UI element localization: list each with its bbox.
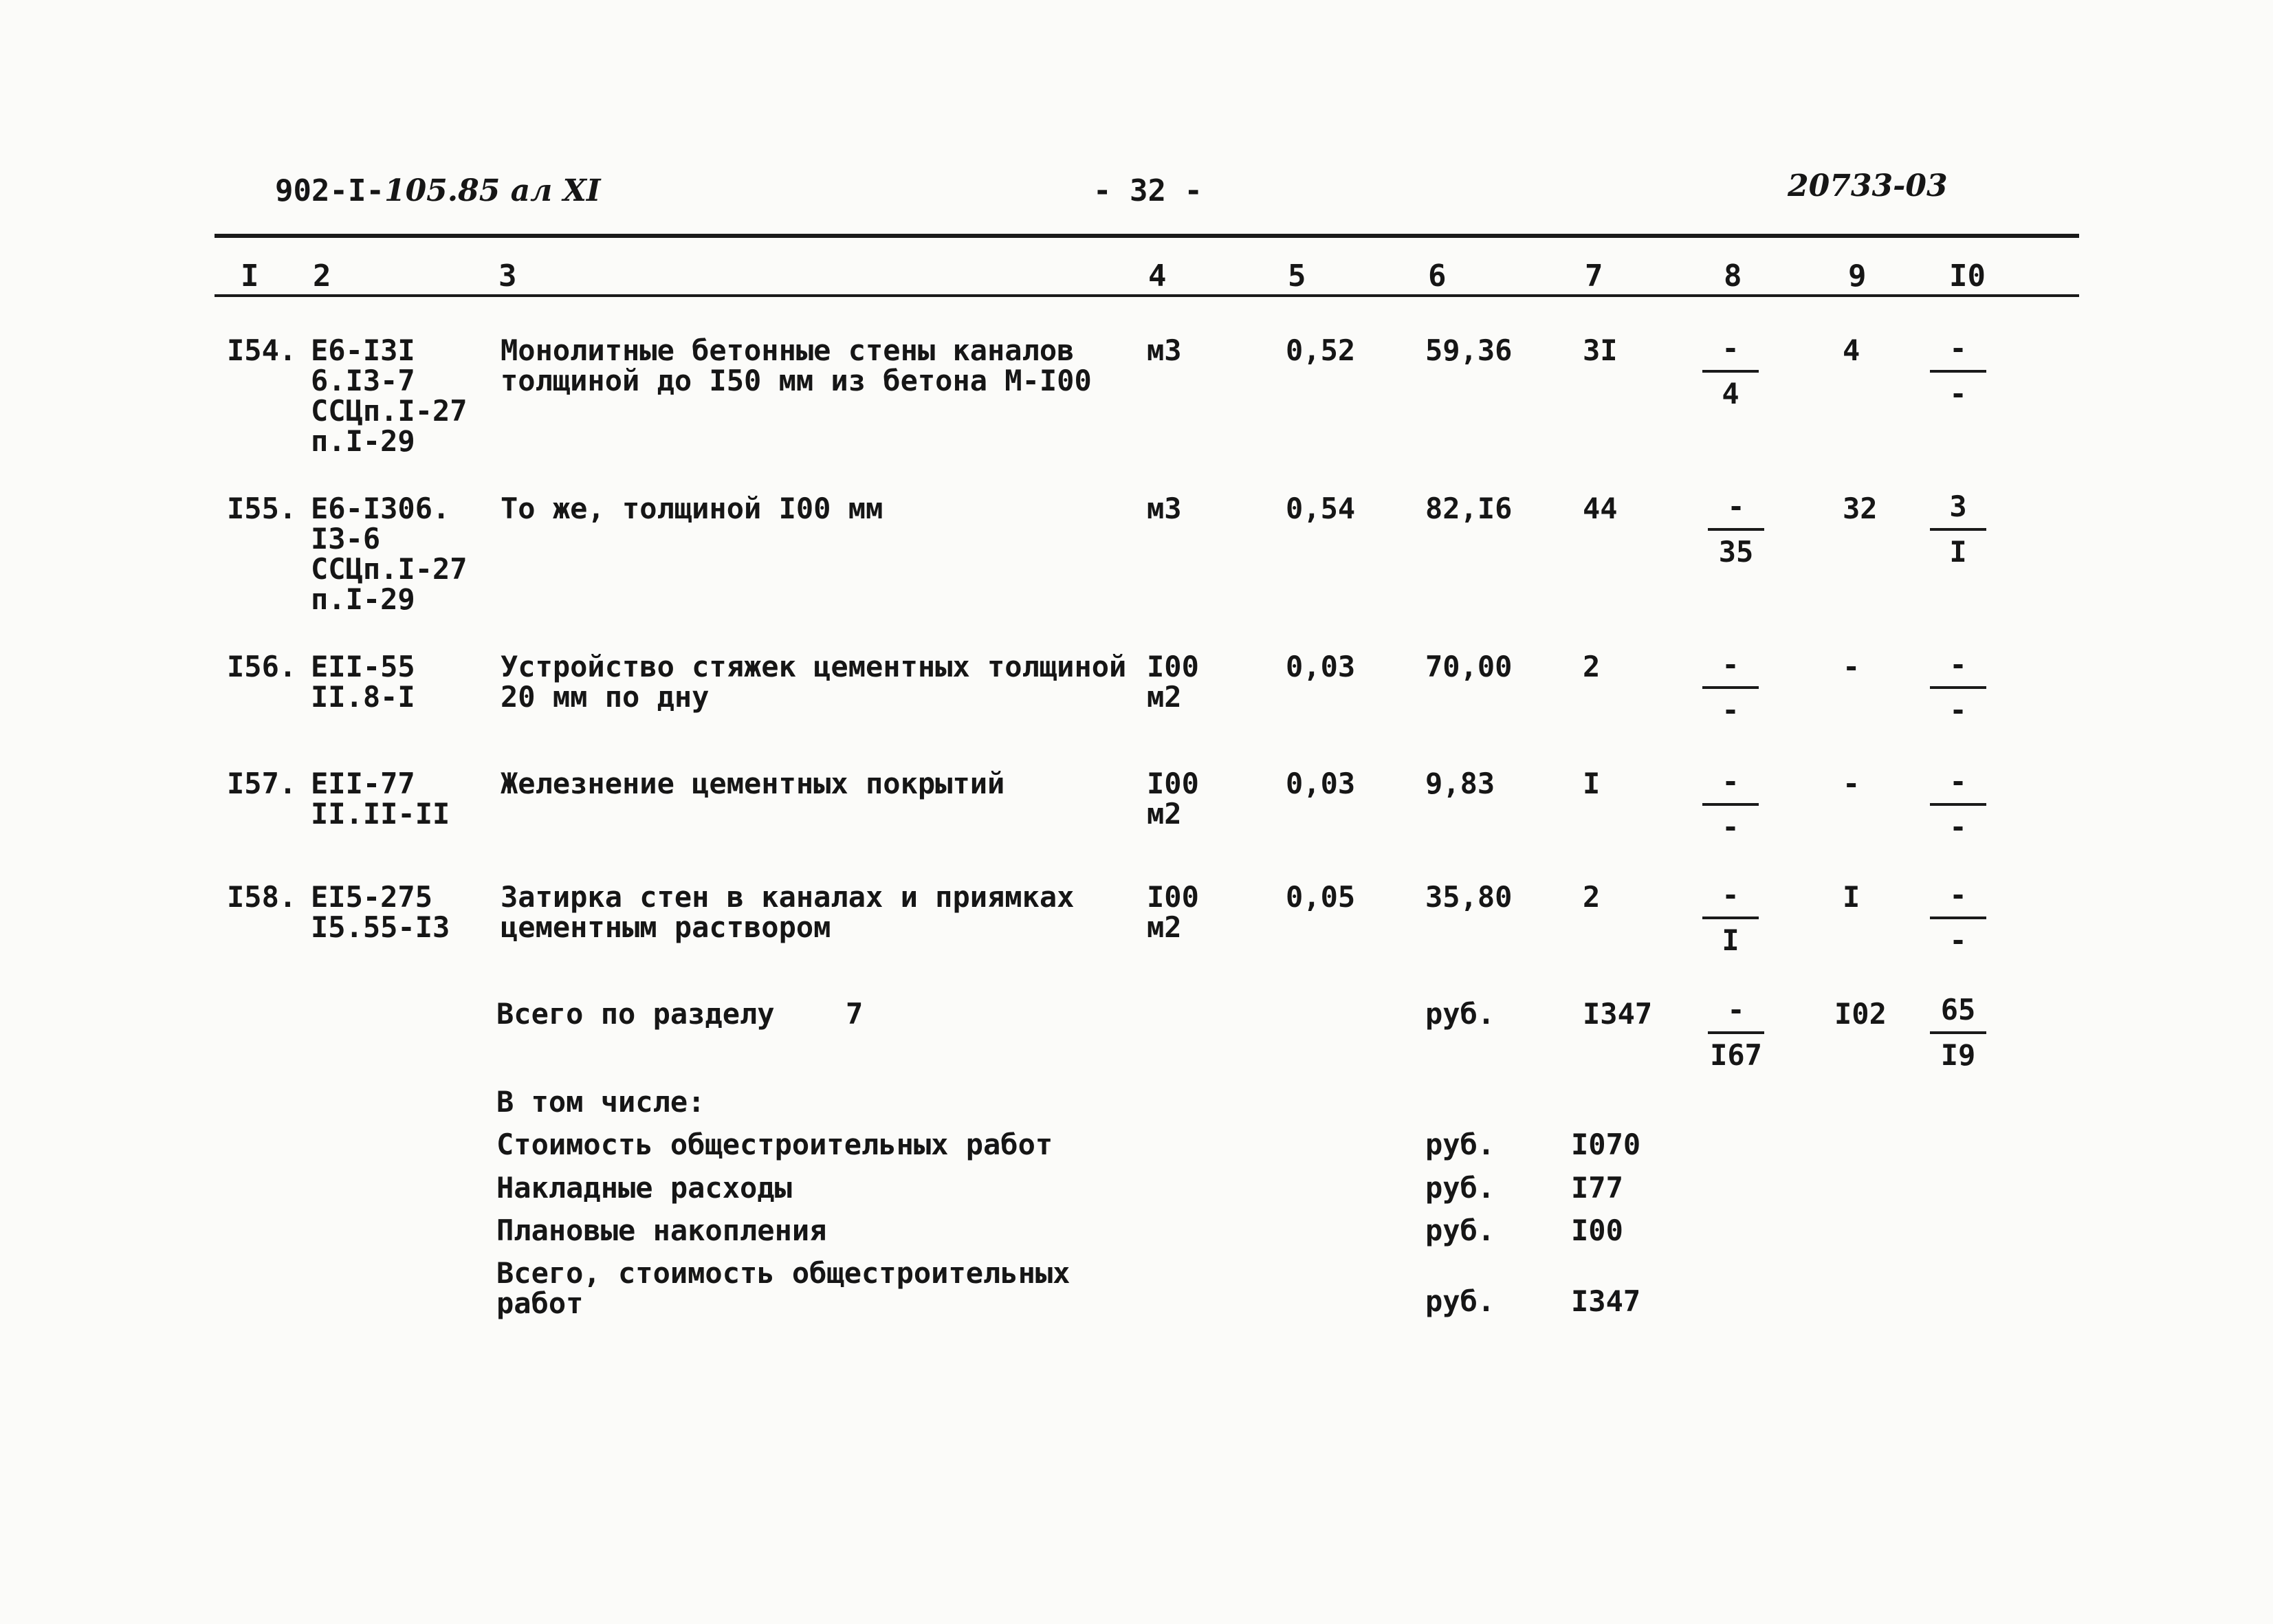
fraction-denominator: I [1722,923,1739,957]
fraction-denominator: - [1949,693,1967,727]
breakdown-item-value: I347 [1571,1284,1641,1318]
breakdown-item-label: Стоимость общестроительных работ [496,1128,1053,1161]
column9-cell: 4 [1843,333,1860,367]
fraction-denominator: - [1722,693,1739,727]
column-header: 8 [1724,259,1742,294]
page-number: - 32 - [1093,173,1203,208]
description-cell: Устройство стяжек цементных толщиной 20 мм по дну [501,650,1127,714]
fraction-numerator: - [1727,993,1745,1027]
column9-cell: I [1843,880,1860,914]
code-line: ССЦп.I-27 [311,394,468,428]
price-cell: 70,00 [1425,650,1513,683]
fraction-denominator: - [1949,923,1967,957]
document-code-printed: 902-I- [275,173,384,208]
column-header: 9 [1848,259,1867,294]
unit-line: м3 [1147,492,1182,525]
column10-fraction [1920,649,1996,726]
column-header: 3 [498,259,517,294]
top-rule [215,234,2079,238]
section-number: 7 [846,997,864,1031]
unit-line: м3 [1147,333,1182,367]
fraction-denominator: - [1722,810,1739,844]
breakdown-item-value: I00 [1571,1214,1623,1247]
fraction-numerator: - [1722,765,1739,798]
fraction-numerator: - [1949,331,1967,365]
fraction-numerator: 65 [1940,993,1976,1027]
column9-cell: I02 [1834,997,1887,1031]
column9-cell: - [1843,767,1860,800]
fraction-denominator: - [1949,810,1967,844]
quantity-cell: 0,52 [1286,333,1356,367]
column10-fraction [1920,333,1996,410]
column10-fraction [1920,766,1996,843]
column10-fraction [1920,491,1996,568]
code-cell [311,494,468,615]
breakdown-title: В том числе: [496,1085,705,1119]
fraction-denominator: 35 [1718,535,1754,569]
code-line: II.8-I [311,680,415,714]
unit-line: I00 [1147,650,1199,683]
document-code-handwritten: 105.85 ал XI [384,173,601,208]
total-cell: 2 [1583,650,1601,683]
row-number: I58. [227,880,297,914]
code-line: EI5-275 [311,880,433,914]
fraction-numerator: - [1949,765,1967,798]
column-header: 6 [1428,259,1447,294]
unit-line: I00 [1147,880,1199,914]
fraction-numerator: 3 [1949,490,1967,523]
price-cell: 82,I6 [1425,492,1513,525]
breakdown-item-value: I77 [1571,1171,1623,1205]
fraction-bar [1930,803,1986,806]
breakdown-item-value: I070 [1571,1128,1641,1161]
column-header-rule [215,294,2079,297]
unit-cell [1147,494,1182,524]
breakdown-item-label: Накладные расходы [496,1171,792,1205]
row-number: I55. [227,492,297,525]
row-number: I56. [227,650,297,683]
column10-fraction [1920,994,1996,1071]
fraction-denominator: - [1949,377,1967,410]
breakdown-item-unit: руб. [1425,1214,1495,1247]
unit-cell [1147,652,1199,712]
fraction-numerator: - [1722,878,1739,912]
column-header: I [241,259,259,294]
section-total-unit: руб. [1425,997,1495,1031]
code-cell [311,769,450,829]
column8-fraction [1693,649,1768,726]
unit-line: м2 [1147,910,1182,944]
label-line: работ [496,1286,584,1320]
quantity-cell: 0,54 [1286,492,1356,525]
column-header: 2 [313,259,331,294]
column8-fraction [1693,766,1768,843]
unit-cell [1147,882,1199,943]
fraction-bar [1702,686,1759,689]
fraction-numerator: - [1722,648,1739,681]
reference-number: 20733-03 [1788,168,1948,204]
unit-line: I00 [1147,767,1199,800]
total-cell: I [1583,767,1601,800]
code-cell [311,882,450,943]
column9-cell: 32 [1843,492,1878,525]
code-line: E6-I3I [311,333,415,367]
fraction-bar [1930,686,1986,689]
fraction-denominator: 4 [1722,377,1739,410]
column8-fraction [1698,491,1774,568]
fraction-bar [1930,370,1986,373]
code-line: E6-I306. [311,492,450,525]
fraction-bar [1930,917,1986,919]
unit-line: м2 [1147,680,1182,714]
unit-line: м2 [1147,797,1182,831]
code-line: I5.55-I3 [311,910,450,944]
price-cell: 9,83 [1425,767,1495,800]
column10-fraction [1920,879,1996,956]
price-cell: 35,80 [1425,880,1513,914]
section-total-label: Всего по разделу [496,997,775,1031]
column-header: 7 [1585,259,1603,294]
fraction-bar [1702,370,1759,373]
fraction-denominator: I67 [1710,1038,1762,1072]
code-line: II.II-II [311,797,450,831]
quantity-cell: 0,03 [1286,650,1356,683]
breakdown-item-label [496,1258,1070,1319]
column8-fraction [1693,879,1768,956]
row-number: I54. [227,333,297,367]
code-line: п.I-29 [311,424,415,458]
column-header: 5 [1288,259,1306,294]
label-line: Всего, стоимость общестроительных [496,1256,1070,1290]
column9-cell: - [1843,650,1860,683]
breakdown-item-unit: руб. [1425,1128,1495,1161]
fraction-bar [1702,917,1759,919]
fraction-numerator: - [1722,331,1739,365]
code-cell [311,333,468,458]
code-line: EII-77 [311,767,415,800]
fraction-numerator: - [1727,490,1745,523]
fraction-bar [1708,1031,1764,1034]
description-cell: То же, толщиной I00 мм [501,492,883,525]
total-cell: 3I [1583,333,1618,367]
price-cell: 59,36 [1425,333,1513,367]
fraction-numerator: - [1949,648,1967,681]
total-cell: 44 [1583,492,1618,525]
breakdown-item-unit: руб. [1425,1171,1495,1205]
code-line: ССЦп.I-27 [311,552,468,586]
document-code [275,173,600,208]
row-number: I57. [227,767,297,800]
unit-cell [1147,333,1182,367]
column8-fraction [1693,333,1768,410]
code-line: EII-55 [311,650,415,683]
section-total-value: I347 [1583,997,1653,1031]
code-line: I3-6 [311,522,381,556]
breakdown-item-unit: руб. [1425,1284,1495,1318]
unit-cell [1147,769,1199,829]
fraction-bar [1708,528,1764,531]
fraction-denominator: I9 [1940,1038,1976,1072]
description-cell: Затирка стен в каналах и приямках цементным раствором [501,880,1075,944]
code-cell [311,652,415,712]
code-line: 6.I3-7 [311,364,415,397]
fraction-bar [1702,803,1759,806]
breakdown-item-label: Плановые накопления [496,1214,827,1247]
fraction-bar [1930,528,1986,531]
column-header: I0 [1949,259,1986,294]
fraction-denominator: I [1949,535,1967,569]
description-cell: Монолитные бетонные стены каналов толщиной до I50 мм из бетона М-I00 [501,333,1092,397]
quantity-cell: 0,05 [1286,880,1356,914]
description-cell: Железнение цементных покрытий [501,767,1005,800]
column-header: 4 [1148,259,1167,294]
fraction-bar [1930,1031,1986,1034]
column8-fraction [1698,994,1774,1071]
quantity-cell: 0,03 [1286,767,1356,800]
total-cell: 2 [1583,880,1601,914]
fraction-numerator: - [1949,878,1967,912]
code-line: п.I-29 [311,582,415,616]
